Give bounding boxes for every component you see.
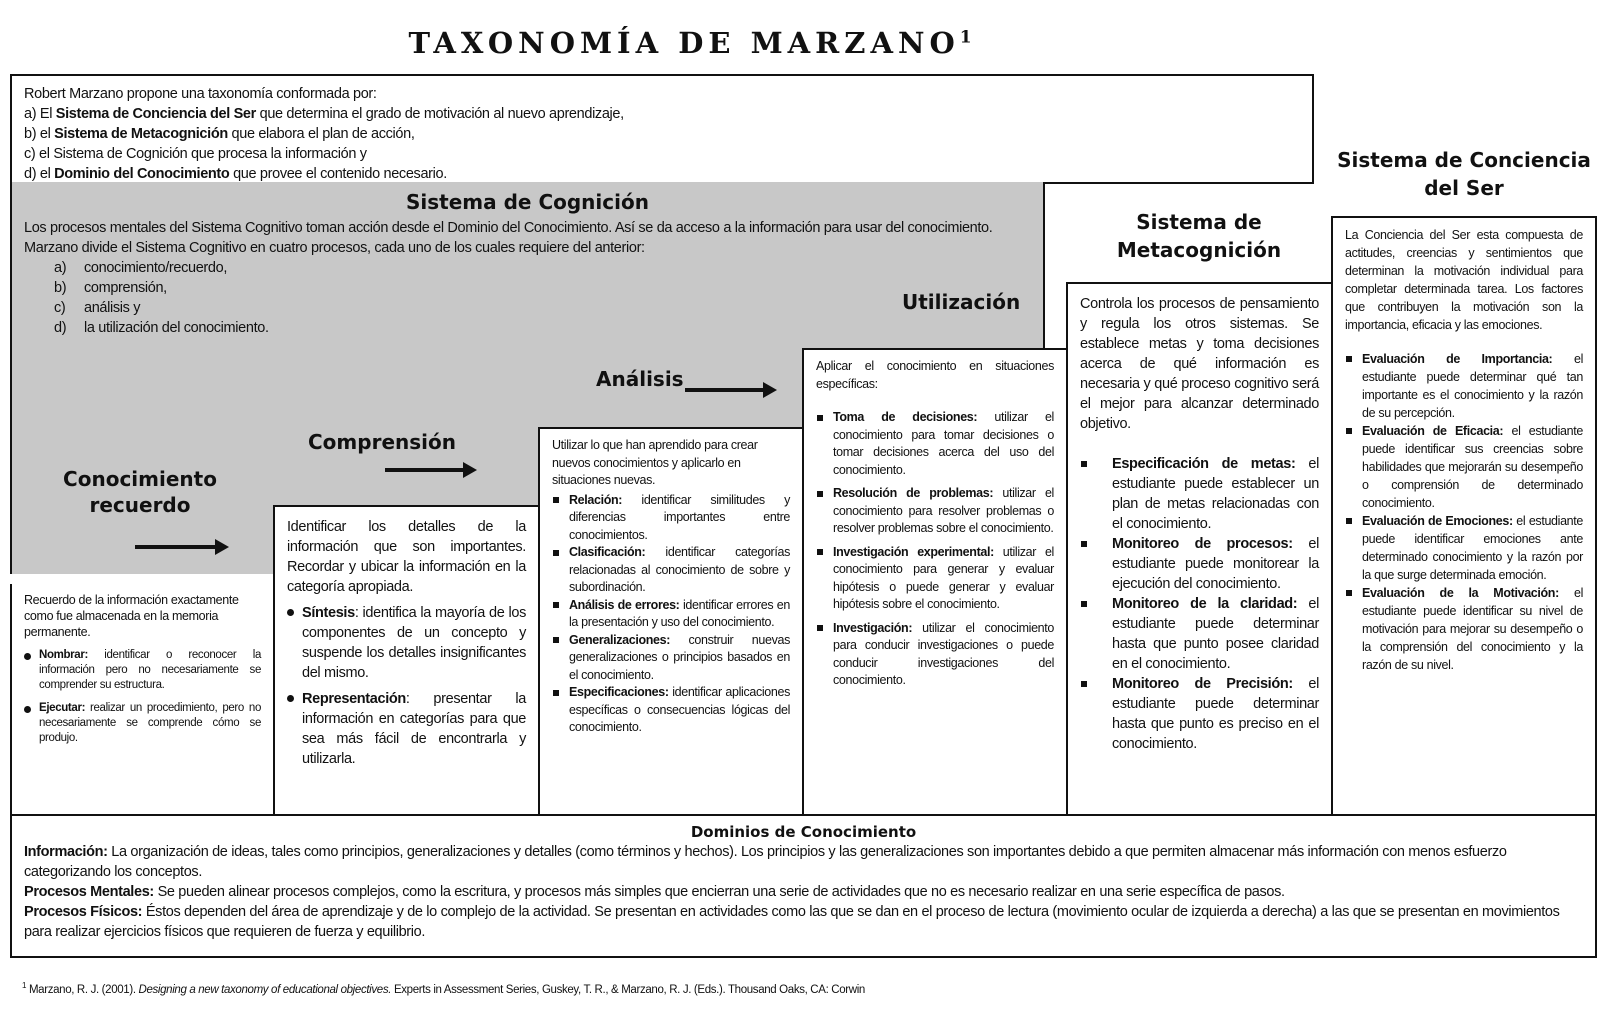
comprension-box (273, 505, 540, 816)
list-item: Ejecutar: realizar un procedimiento, pero no necesariamente se comprende cómo se produjo. (24, 701, 261, 746)
page-title-text: TAXONOMÍA DE MARZANO (408, 26, 960, 60)
cognicion-title: Sistema de Cognición (406, 190, 649, 214)
dominios-box (10, 814, 1597, 958)
step-arrow-3 (685, 388, 765, 392)
list-item: Evaluación de Importancia: el estudiante puede determinar qué tan importante es el conocimiento y la razón de su percepción. (1345, 350, 1583, 422)
metacognicion-box (1066, 282, 1333, 816)
conciencia-title: Sistema de Conciencia del Ser (1337, 148, 1591, 200)
step-analisis-label: Análisis (596, 367, 684, 391)
step-comprension-label: Comprensión (308, 430, 456, 454)
step-conocimiento-label: Conocimiento recuerdo (63, 467, 217, 517)
dominios-item-informacion: Información: La organización de ideas, tales como principios, generalizaciones y detalles (como términos y hechos). Los principios y las generalizaciones son importantes debido a que permiten almacenar más información con menos esfuerzo categorizando los conceptos. (24, 844, 1507, 880)
intro-item-b: b) el Sistema de Metacognición que elabora el plan de acción, (24, 126, 415, 142)
step-arrow-2 (385, 468, 465, 472)
conocimiento-list (24, 648, 261, 746)
intro-item-c: c) el Sistema de Cognición que procesa la información y (24, 146, 367, 162)
cognicion-description (24, 218, 1039, 338)
list-item: Especificación de metas: el estudiante puede establecer un plan de metas relacionadas con el conocimiento. (1080, 454, 1319, 534)
metacognicion-title: Sistema de Metacognición (1116, 210, 1282, 262)
comprension-list (287, 603, 526, 769)
list-item: Monitoreo de la claridad: el estudiante puede determinar hasta que punto posee claridad en el conocimiento. (1080, 594, 1319, 674)
list-item: Relación: identificar similitudes y diferencias importantes entre conocimientos. (552, 492, 790, 545)
metacognicion-list (1080, 454, 1319, 754)
utilizacion-box (802, 348, 1068, 816)
comprension-intro: Identificar los detalles de la información que son importantes. Recordar y ubicar la información en la categoría apropiada. (287, 519, 526, 595)
footnote: $^1$ Marzano, R. J. (2001). Designing a new taxonomy of educational objectives. Experts in Assessment Series, Guskey, T. R., & Marzano, R. J. (Eds.). Thousand Oaks, CA: Corwin (22, 981, 865, 996)
list-item: Evaluación de la Motivación: el estudiante puede identificar su nivel de motivación para mejorar su desempeño o la comprensión del conocimiento y la razón de su nivel. (1345, 584, 1583, 674)
footnote-marker: 1 (22, 981, 27, 990)
metacognicion-intro: Controla los procesos de pensamiento y regula los otros sistemas. Se establece metas y toma decisiones acerca de qué información es necesaria y qué proceso cognitivo será el mejor para alcanzar determinado objetivo. (1080, 296, 1319, 432)
list-item: a) conocimiento/recuerdo, (54, 260, 228, 276)
cognicion-p1: Los procesos mentales del Sistema Cognitivo toman acción desde el Dominio del Conocimiento. Así se da acceso a la información para usar del conocimiento. (24, 220, 993, 236)
step-arrow-1 (135, 545, 217, 549)
step-utilizacion-label: Utilización (902, 290, 1021, 314)
list-item: Generalizaciones: construir nuevas generalizaciones o principios basados en el conocimiento. (552, 632, 790, 685)
conocimiento-intro: Recuerdo de la información exactamente como fue almacenada en la memoria permanente. (24, 593, 239, 639)
list-item: Representación: presentar la información en categorías para que sea más fácil de encontrarla y utilizarla. (287, 689, 526, 769)
conciencia-list (1345, 350, 1583, 674)
intro-item-a: a) El Sistema de Conciencia del Ser que determina el grado de motivación al nuevo aprendizaje, (24, 106, 624, 122)
list-item: d) la utilización del conocimiento. (54, 320, 269, 336)
utilizacion-intro: Aplicar el conocimiento en situaciones específicas: (816, 359, 1054, 391)
list-item: Análisis de errores: identificar errores en la presentación y uso del conocimiento. (552, 597, 790, 632)
cognicion-p2: Marzano divide el Sistema Cognitivo en cuatro procesos, cada uno de los cuales requiere del anterior: (24, 240, 645, 256)
list-item: Monitoreo de Precisión: el estudiante puede determinar hasta que punto es preciso en el conocimiento. (1080, 674, 1319, 754)
list-item: Toma de decisiones: utilizar el conocimiento para tomar decisiones o tomar decisiones acerca del uso del conocimiento. (816, 409, 1054, 479)
list-item: Investigación: utilizar el conocimiento para conducir investigaciones o puede conducir investigaciones del conocimiento. (816, 620, 1054, 690)
conciencia-box (1331, 216, 1597, 816)
utilizacion-list (816, 409, 1054, 690)
cognicion-process-list (24, 258, 1039, 338)
conocimiento-box (10, 584, 275, 816)
dominios-item-procesos-fisicos: Procesos Físicos: Éstos dependen del área de aprendizaje y de lo complejo de la actividad. Se presentan en actividades como las que se dan en el proceso de lectura (movimiento ocular de izquierda a derecha) a las que se presentan en movimientos para realizar ejercicios físicos que requieren de fuerza y equilibrio. (24, 904, 1560, 940)
title-footnote-marker: 1 (959, 27, 972, 48)
intro-item-d: d) el Dominio del Conocimiento que provee el contenido necesario. (24, 166, 447, 182)
list-item: Evaluación de Eficacia: el estudiante puede identificar sus creencias sobre habilidades que mejorarán su desempeño o comprensión de determinado conocimiento. (1345, 422, 1583, 512)
list-item: Especificaciones: identificar aplicaciones específicas o consecuencias lógicas del conocimiento. (552, 684, 790, 737)
analisis-list (552, 492, 790, 737)
list-item: Nombrar: identificar o reconocer la información pero no necesariamente se comprender su estructura. (24, 648, 261, 693)
list-item: Investigación experimental: utilizar el conocimiento para generar y evaluar hipótesis o puede generar y evaluar hipótesis sobre el conocimiento. (816, 544, 1054, 614)
list-item: b) comprensión, (54, 280, 167, 296)
dominios-item-procesos-mentales: Procesos Mentales: Se pueden alinear procesos complejos, como la escritura, y procesos más simples que encierran una serie de actividades que no es necesario realizar en una serie específica de pasos. (24, 884, 1285, 900)
list-item: Síntesis: identifica la mayoría de los componentes de un concepto y suspende los detalles insignificantes del mismo. (287, 603, 526, 683)
list-item: Evaluación de Emociones: el estudiante puede identificar emociones ante determinado conocimiento y la razón por la que surge determinada emoción. (1345, 512, 1583, 584)
analisis-box (538, 427, 804, 816)
intro-box (10, 74, 1314, 184)
analisis-intro: Utilizar lo que han aprendido para crear nuevos conocimientos y aplicarlo en situaciones nuevas. (552, 438, 758, 487)
dominios-title: Dominios de Conocimiento (690, 823, 917, 841)
intro-line: Robert Marzano propone una taxonomía conformada por: (24, 86, 377, 102)
list-item: Clasificación: identificar categorías relacionadas al conocimiento de sobre y subordinación. (552, 544, 790, 597)
list-item: c) análisis y (54, 300, 141, 316)
conciencia-intro: La Conciencia del Ser esta compuesta de actitudes, creencias y sentimientos que determinan la motivación individual para completar determinada tarea. Los factores que contribuyen la motivación son la importancia, eficacia y las emociones. (1345, 228, 1583, 332)
list-item: Monitoreo de procesos: el estudiante puede monitorear la ejecución del conocimiento. (1080, 534, 1319, 594)
list-item: Resolución de problemas: utilizar el conocimiento para resolver problemas o resolver problemas sobre el conocimiento. (816, 485, 1054, 538)
page-title (0, 26, 1380, 60)
